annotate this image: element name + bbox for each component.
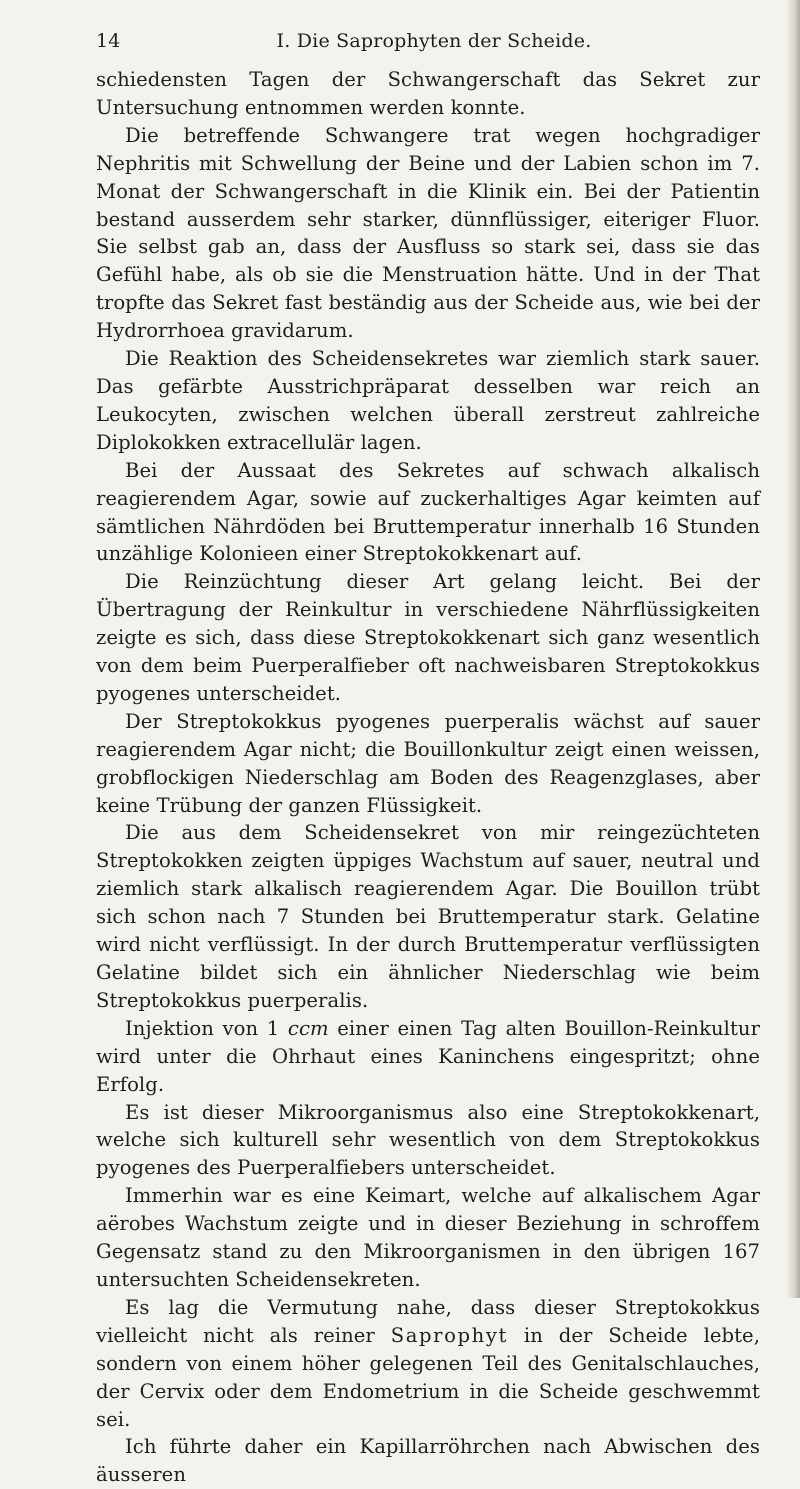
paragraph-growth: Die aus dem Scheidensekret von mir reingezüchteten Streptokokken zeigten üppiges Wachstum auf sauer, neutral und ziemlich stark alkalisch reagierendem Agar. Die Bouillon trübt sich schon nach 7 Stunden bei Bruttemperatur stark. Gelatine wird nicht verflüssigt. In der durch Bruttemperatur verflüssigten Gelatine bildet sich ein ähnlicher Niederschlag wie beim Streptokokkus puerperalis. — [96, 821, 760, 1012]
paragraph-method: Ich führte daher ein Kapillarröhrchen nach Abwischen des äusseren — [96, 1435, 760, 1487]
body-text — [96, 66, 760, 1489]
paragraph-aerobic: Immerhin war es eine Keimart, welche auf alkalischem Agar aërobes Wachstum zeigte und in dieser Beziehung in schroffem Gegensatz stand zu den Mikroorganismen in den übrigen 167 untersuchten Scheidensekreten. — [96, 1184, 760, 1291]
unit-ccm: ccm — [287, 1016, 329, 1040]
paragraph-patient-history: Die betreffende Schwangere trat wegen hochgradiger Nephritis mit Schwellung der Beine und der Labien schon im 7. Monat der Schwangerschaft in die Klinik ein. Bei der Patientin bestand ausserdem sehr starker, dünnflüssiger, eiteriger Fluor. Sie selbst gab an, dass der Ausfluss so stark sei, dass sie das Gefühl habe, als ob sie die Menstruation hätte. Und in der That tropfte das Sekret fast beständig aus der Scheide aus, wie bei der Hydrorrhoea gravidarum. — [96, 123, 760, 343]
hypothesis-text-before: Es lag die Vermutung nahe, dass dieser Streptokokkus vielleicht nicht als reiner — [96, 1295, 760, 1347]
running-title: I. Die Saprophyten der Scheide. — [276, 30, 592, 52]
paragraph-hypothesis — [96, 1294, 760, 1434]
paragraph-injection — [96, 1015, 760, 1099]
paragraph-conclusion: Es ist dieser Mikroorganismus also eine Streptokokkenart, welche sich kulturell sehr wesentlich von dem Streptokokkus pyogenes des Puerperalfiebers unterscheidet. — [96, 1100, 760, 1180]
page-number: 14 — [96, 30, 121, 52]
paragraph-pyogenes: Der Streptokokkus pyogenes puerperalis wächst auf sauer reagierendem Agar nicht; die Bouillonkultur zeigt einen weissen, grobflockigen Niederschlag am Boden des Reagenzglases, aber keine Trübung der ganzen Flüssigkeit. — [96, 709, 760, 817]
hypothesis-text-after: in der Scheide lebte, sondern von einem höher gelegenen Teil des Genitalschlauches, der Cervix oder dem Endometrium in die Scheide geschwemmt sei. — [96, 1323, 760, 1431]
paragraph-pure-culture: Die Reinzüchtung dieser Art gelang leicht. Bei der Übertragung der Reinkultur in verschiedene Nährflüssigkeiten zeigte es sich, dass diese Streptokokkenart sich ganz wesentlich von dem beim Puerperalfieber oft nachweisbaren Streptokokkus pyogenes unterscheidet. — [96, 570, 760, 705]
paragraph-culture: Bei der Aussaat des Sekretes auf schwach alkalisch reagierendem Agar, sowie auf zuckerhaltiges Agar keimten auf sämtlichen Nährdöden bei Bruttemperatur innerhalb 16 Stunden unzählige Kolonieen einer Streptokokkenart auf. — [96, 458, 760, 566]
injection-text-after: einer einen Tag alten Bouillon-Reinkultur wird unter die Ohrhaut eines Kaninchens eingespritzt; ohne Erfolg. — [96, 1016, 760, 1096]
injection-text-before: Injektion von 1 — [125, 1016, 288, 1040]
paragraph-reaction: Die Reaktion des Scheidensekretes war ziemlich stark sauer. Das gefärbte Ausstrichpräparat desselben war reich an Leukocyten, zwischen welchen überall zerstreut zahlreiche Diplokokken extracellulär lagen. — [96, 347, 760, 454]
page-header — [96, 30, 760, 56]
term-saprophyt: Saprophyt — [390, 1323, 509, 1347]
page-edge-shadow — [786, 0, 800, 1298]
paragraph-continuation: schiedensten Tagen der Schwangerschaft das Sekret zur Untersuchung entnommen werden konnte. — [96, 68, 760, 119]
